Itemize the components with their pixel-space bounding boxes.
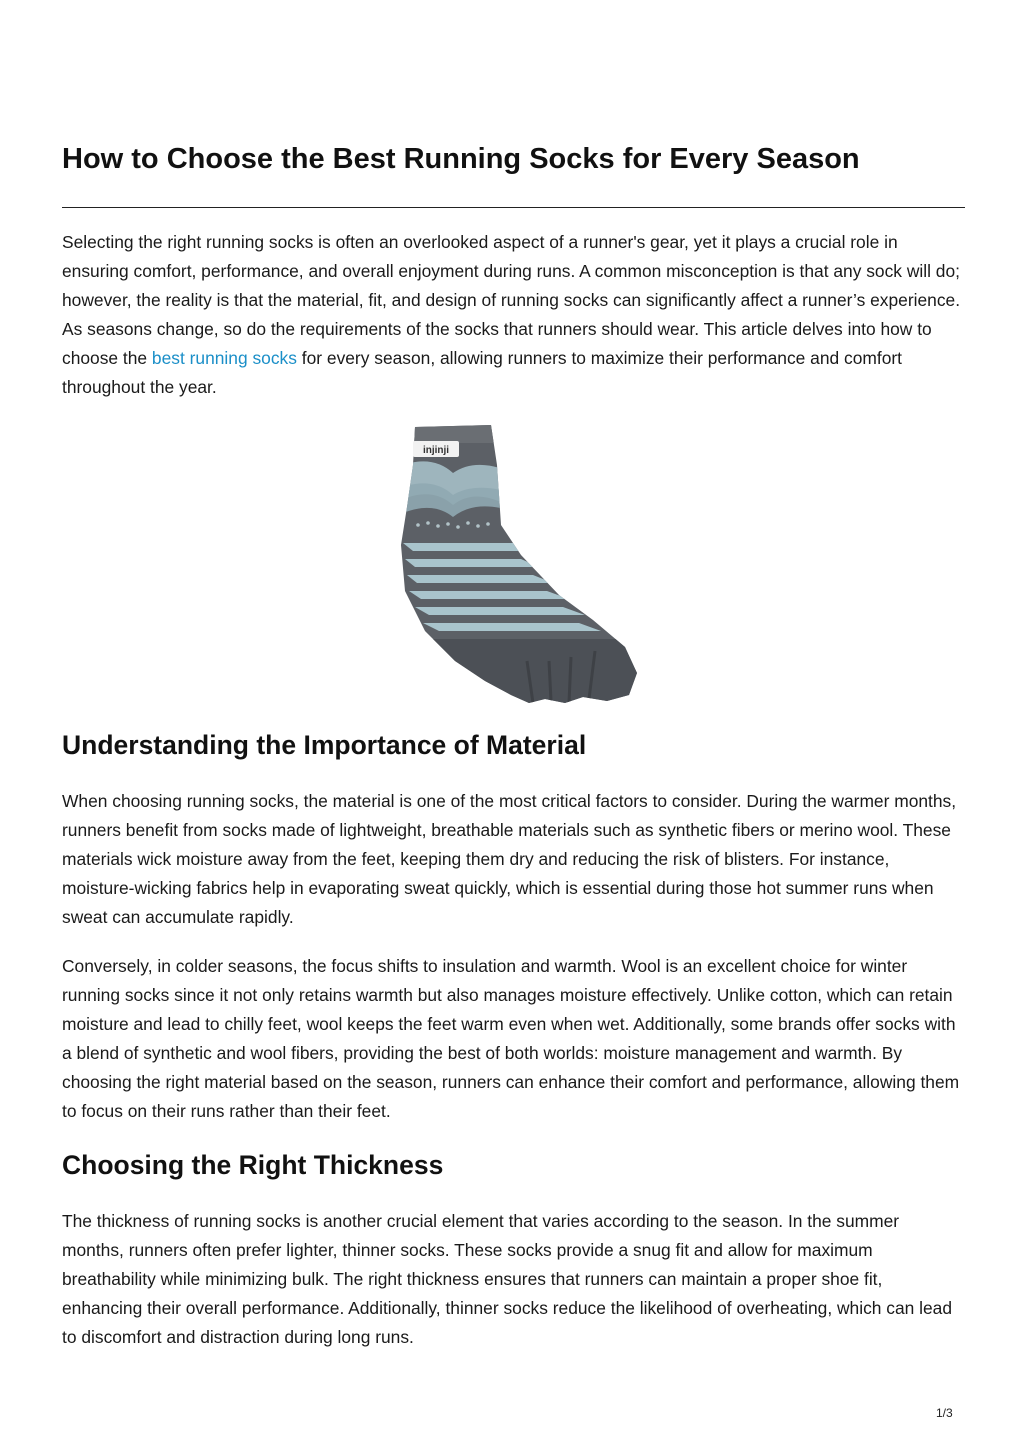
intro-text-start: Selecting the right running socks is often an overlooked aspect of a runner's gear, yet it plays a crucial role in ensuring comfort, performance, and overall enjoyment during runs. A common misconception is that any sock will do; however, the reality is that the material, fit, and design of running socks can significantly affect a runner’s experience. As seasons change, so do the requirements of the socks that runners should wear. This article delves into how to choose the — [62, 232, 961, 368]
thickness-paragraph-1: The thickness of running socks is another crucial element that varies according to the season. In the summer months, runners often prefer lighter, thinner socks. These socks provide a snug fit and allow for maximum breathability while minimizing bulk. The right thickness ensures that runners can maintain a proper shoe fit, enhancing their overall performance. Additionally, thinner socks reduce the likelihood of overheating, which can lead to discomfort and distraction during long runs. — [62, 1211, 953, 1347]
brand-label: injinji — [422, 445, 450, 456]
best-running-socks-link[interactable]: best running socks — [151, 348, 297, 368]
material-paragraph-2: Conversely, in colder seasons, the focus shifts to insulation and warmth. Wool is an excellent choice for winter running socks since it not only retains warmth but also manages moisture effectively. Unlike cotton, which can retain moisture and lead to chilly feet, wool keeps the feet warm even when wet. Additionally, some brands offer socks with a blend of synthetic and wool fibers, providing the best of both worlds: moisture management and warmth. By choosing the right material based on the season, runners can enhance their comfort and performance, allowing them to focus on their runs rather than their feet. — [62, 956, 960, 1121]
section-heading-thickness: Choosing the Right Thickness — [62, 1150, 444, 1180]
section-heading-material: Understanding the Importance of Material — [62, 730, 587, 760]
page-number: 1/3 — [936, 1406, 953, 1420]
intro-text-end: for every season, allowing runners to maximize their performance and comfort throughout the year. — [62, 348, 903, 397]
title-divider — [62, 207, 965, 208]
toe-sock-image — [393, 425, 643, 705]
intro-paragraph — [62, 228, 965, 402]
page-title: How to Choose the Best Running Socks for Every Season — [62, 143, 860, 175]
material-paragraph-1: When choosing running socks, the material is one of the most critical factors to consider. During the warmer months, runners benefit from socks made of lightweight, breathable materials such as synthetic fibers or merino wool. These materials wick moisture away from the feet, keeping them dry and reducing the risk of blisters. For instance, moisture-wicking fabrics help in evaporating sweat quickly, which is essential during those hot summer runs when sweat can accumulate rapidly. — [62, 791, 957, 927]
